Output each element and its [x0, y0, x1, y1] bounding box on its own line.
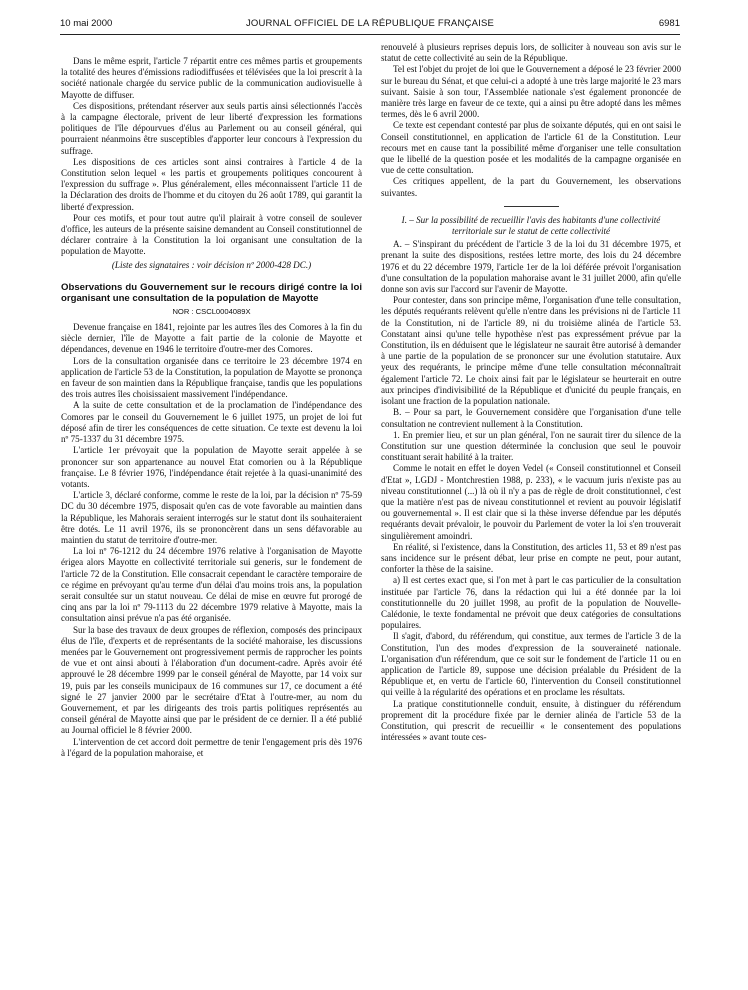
paragraph: Tel est l'objet du projet de loi que le Gouvernement a déposé le 23 février 2000 sur le bureau du Sénat, et que celui-ci a adopté à une très large majorité le 23 mars suivant. Saisie à son tour, l'Assemblée nationale s'est également prononcée de manière très large en faveur de ce texte, qui a ainsi pu être adopté dans les mêmes termes, dès le 6 avril 2000. — [381, 64, 681, 120]
paragraph: A. – S'inspirant du précédent de l'article 3 de la loi du 31 décembre 1975, et prenant la suite des dispositions, restées lettre morte, des lois du 24 décembre 1976 et du 22 décembre 1979, l'article 1er de la loi déférée prévoit l'organisation d'une consultation de la population mahoraise avant le 31 juillet 2000, afin qu'elle donne son avis sur l'accord sur l'avenir de Mayotte. — [381, 239, 681, 295]
paragraph: a) Il est certes exact que, si l'on met à part le cas particulier de la consultation instituée par l'article 76, dans la rédaction qui lui a été donnée par la loi constitutionnelle du 20 juillet 1998, au profit de la population de Nouvelle-Calédonie, le texte fondamental ne prévoit que deux catégories de consultations populaires. — [381, 575, 681, 631]
left-column — [61, 56, 362, 759]
nor-reference: NOR : CSCL0004089X — [172, 306, 251, 316]
header-rule — [60, 34, 680, 35]
paragraph: Les dispositions de ces articles sont ainsi contraires à l'article 4 de la Constitution selon lequel « les partis et groupements politiques concourent à l'expression du suffrage ». Plus généralement, elles méconnaissent l'article 11 de la Déclaration des droits de l'homme et du citoyen du 26 août 1789, qui garantit la liberté d'expression. — [61, 156, 362, 212]
paragraph: B. – Pour sa part, le Gouvernement considère que l'organisation d'une telle consultation ne contrevient nullement à la Constitution. — [381, 407, 681, 429]
header-date: 10 mai 2000 — [60, 18, 113, 29]
paragraph: Ces critiques appellent, de la part du Gouvernement, les observations suivantes. — [381, 176, 681, 198]
header-journal-title: JOURNAL OFFICIEL DE LA RÉPUBLIQUE FRANÇAISE — [245, 18, 495, 29]
paragraph: L'intervention de cet accord doit permettre de tenir l'engagement pris dès 1976 à l'égard de la population mahoraise, et — [61, 736, 362, 758]
paragraph: Comme le notait en effet le doyen Vedel (« Conseil constitutionnel et Conseil d'Etat », LGDJ - Montchrestien 1988, p. 233), « le vacuum juris n'existe pas au niveau constitutionnel (...) là où il n'y a pas de règle de droit constitutionnel, c'est que la matière n'est pas de niveau constitutionnel et revient au pouvoir législatif ou gouvernemental ». Il est clair que si la thèse inverse défendue par les députés requérants devait prévaloir, le pouvoir du Parlement de voter la loi s'en trouverait singulièrement amoindri. — [381, 463, 681, 541]
paragraph: Il s'agit, d'abord, du référendum, qui constitue, aux termes de l'article 3 de la Constitution, l'un des modes d'expression de la souveraineté nationale. L'organisation d'un référendum, que ce soit sur le fondement de l'article 11 ou en application de l'article 89, suppose une décision préalable du Président de la République et, en vertu de l'article 60, l'intervention du Conseil constitutionnel qui veille à la régularité des opérations et en proclame les résultats. — [381, 631, 681, 698]
section-title: Observations du Gouvernement sur le recours dirigé contre la loi organisant une consultation de la population de Mayotte — [61, 281, 362, 304]
paragraph: La loi nº 76-1212 du 24 décembre 1976 relative à l'organisation de Mayotte érigea alors Mayotte en collectivité territoriale sui generis, sur le fondement de l'article 72 de la Constitution. Elle consacrait cependant le caractère temporaire de ce régime en prévoyant qu'au terme d'un délai d'au moins trois ans, la population serait consultée sur un statut nouveau. Ce délai de mise en œuvre fut prorogé de cinq ans par la loi nº 79-1113 du 22 décembre 1979 relative à Mayotte, mais la consultation ainsi prévue n'a pas été organisée. — [61, 546, 362, 624]
paragraph: La pratique constitutionnelle conduit, ensuite, à distinguer du référendum proprement dit la procédure fixée par le dernier alinéa de l'article 53 de la Constitution, qui prescrit de recueillir « le consentement des populations intéressées » avant toute ces- — [381, 698, 681, 743]
section-heading: I. – Sur la possibilité de recueillir l'avis des habitants d'une collectivité territoriale sur le statut de cette collectivité — [401, 214, 661, 237]
paragraph: Devenue française en 1841, rejointe par les autres îles des Comores à la fin du siècle dernier, l'île de Mayotte a fait partie de la colonie de Mayotte et dépendances, devenue en 1946 le territoire d'outre-mer des Comores. — [61, 322, 362, 355]
paragraph: L'article 1er prévoyait que la population de Mayotte serait appelée à se prononcer sur son appartenance au nouvel Etat comorien ou à la République française. Le 8 février 1976, l'indépendance était rejetée à la quasi-unanimité des votants. — [61, 445, 362, 489]
page-header — [60, 18, 680, 32]
paragraph: Dans le même esprit, l'article 7 répartit entre ces mêmes partis et groupements la totalité des heures d'émissions radiodiffusées et télévisées que la loi prescrit à la société nationale chargée du service public de la communication audiovisuelle à Mayotte de diffuser. — [61, 56, 362, 100]
paragraph: Ces dispositions, prétendant réserver aux seuls partis ainsi sélectionnés l'accès à la campagne électorale, privent de leur liberté d'expression les formations politiques de l'île dépourvues d'élus au Parlement ou au conseil général, qui pourraient néanmoins être susceptibles d'apporter leur concours à l'expression du suffrage. — [61, 100, 362, 156]
paragraph: En réalité, si l'existence, dans la Constitution, des articles 11, 53 et 89 n'est pas sans incidence sur le présent débat, leur prise en compte ne peut, pour autant, conforter la thèse de la saisine. — [381, 541, 681, 575]
paragraph: A la suite de cette consultation et de la proclamation de l'indépendance des Comores par le conseil du Gouvernement le 6 juillet 1975, un projet de loi fut déposé afin de tirer les conséquences de cette situation. Ce texte est devenu la loi nº 75-1337 du 31 décembre 1975. — [61, 400, 362, 445]
signatories-note: (Liste des signataires : voir décision nº 2000-428 DC.) — [111, 259, 312, 270]
paragraph: 1. En premier lieu, et sur un plan général, l'on ne saurait tirer du silence de la Constitution sur une question déterminée la conclusion que seul le pouvoir constituant serait habilité à la traiter. — [381, 429, 681, 463]
paragraph: Sur la base des travaux de deux groupes de réflexion, composés des principaux élus de l'île, d'experts et de représentants de la société mahoraise, les discussions menées par le Gouvernement ont progressivement permis de rapprocher les points de vue et ont ainsi abouti à l'élaboration d'un document-cadre. Après avoir été approuvé le 28 décembre 1999 par le conseil général de Mayotte, par 14 voix sur 19, puis par les conseils municipaux de 16 communes sur 17, ce document a été signé le 27 janvier 2000 par le secrétaire d'Etat à l'outre-mer, au nom du Gouvernement, et par les dirigeants des trois partis politiques représentés au conseil général de Mayotte ainsi que par le président de ce dernier. Il a été publié au Journal officiel le 8 février 2000. — [61, 624, 362, 736]
paragraph: Pour contester, dans son principe même, l'organisation d'une telle consultation, les députés requérants relèvent qu'elle n'entre dans les prévisions ni de l'article 11 de la Constitution, ni de l'article 89, ni du troisième alinéa de l'article 53. Constatant ainsi qu'une telle hypothèse n'est pas expressément prévue par la Constitution, ils en déduisent que le législateur ne saurait être autorisé à demander à une partie de la population de se prononcer sur une évolution statutaire. Aux yeux des requérants, le principe même d'une telle consultation méconnaîtrait également l'article 72. Le choix ainsi fait par le législateur se heurterait en outre aux principes d'indivisibilité de la République et d'unicité du peuple français, en isolant une fraction de la population nationale. — [381, 295, 681, 407]
paragraph: L'article 3, déclaré conforme, comme le reste de la loi, par la décision nº 75-59 DC du 30 décembre 1975, disposait qu'en cas de vote favorable au maintien dans la République, les Mahorais seraient interrogés sur le statut dont ils souhaiteraient être dotés. Le 11 avril 1976, ils se prononcèrent dans un sens défavorable au maintien du statut de territoire d'outre-mer. — [61, 490, 362, 545]
section-divider — [504, 206, 559, 207]
right-column — [381, 42, 681, 743]
paragraph: Pour ces motifs, et pour tout autre qu'il plairait à votre conseil de soulever d'office, les auteurs de la présente saisine demandent au Conseil constitutionnel de déclarer contraire à la Constitution la loi organisant une consultation de la population de Mayotte. — [61, 212, 362, 257]
paragraph: renouvelé à plusieurs reprises depuis lors, de solliciter à nouveau son avis sur le statut de cette collectivité au sein de la République. — [381, 42, 681, 64]
header-page-number: 6981 — [658, 18, 680, 29]
paragraph: Ce texte est cependant contesté par plus de soixante députés, qui en ont saisi le Conseil constitutionnel, en application de l'article 61 de la Constitution. Leur recours met en cause tant la possibilité même d'organiser une telle consultation que le libellé de la question posée et les modalités de la campagne organisée en vue de cette consultation. — [381, 120, 681, 176]
paragraph: Lors de la consultation organisée dans ce territoire le 23 décembre 1974 en application de l'article 53 de la Constitution, la population de Mayotte se prononça en faveur de son maintien dans la République française, tandis que les populations des trois autres îles choisissaient massivement l'indépendance. — [61, 355, 362, 400]
